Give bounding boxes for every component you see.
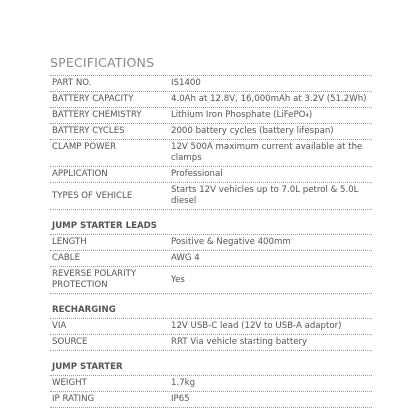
spec-table-main <box>50 75 372 210</box>
table-row <box>50 375 372 392</box>
spec-value: Starts 12V vehicles up to 7.0L petrol & 5.0L diesel <box>171 185 359 206</box>
spec-value: Lithium Iron Phosphate (LiFePO₄) <box>171 110 313 120</box>
spec-value: AWG 4 <box>171 253 200 263</box>
table-row <box>50 267 372 294</box>
spec-label: IP RATING <box>52 394 95 404</box>
spec-table-recharging <box>50 318 372 351</box>
table-row <box>50 335 372 351</box>
spec-label: REVERSE POLARITY PROTECTION <box>52 269 137 290</box>
spec-table-jump-leads <box>50 234 372 294</box>
spec-label: CABLE <box>52 253 80 263</box>
spec-label: VIA <box>52 321 67 331</box>
spec-value: 2000 battery cycles (battery lifespan) <box>171 126 334 136</box>
spec-value: 12V USB-C lead (12V to USB-A adaptor) <box>171 321 342 331</box>
table-row <box>50 167 372 183</box>
spec-label: PART NO. <box>52 78 92 88</box>
spec-label: BATTERY CAPACITY <box>52 94 134 104</box>
spec-label: APPLICATION <box>52 169 108 179</box>
spec-value: Positive & Negative 400mm <box>171 237 291 247</box>
table-row <box>50 75 372 92</box>
spec-value: 12V 500A maximum current available at the clamps <box>171 142 363 163</box>
spec-label: BATTERY CHEMISTRY <box>52 110 142 120</box>
spec-value: Professional <box>171 169 223 179</box>
table-row <box>50 183 372 210</box>
spec-label: SOURCE <box>52 337 88 347</box>
table-row <box>50 251 372 267</box>
spec-label: WEIGHT <box>52 378 87 388</box>
spec-value: 1.7kg <box>171 378 196 388</box>
page-title: SPECIFICATIONS <box>50 55 155 70</box>
spec-label: TYPES OF VEHICLE <box>52 190 133 201</box>
spec-label: CLAMP POWER <box>52 142 117 152</box>
spec-label: BATTERY CYCLES <box>52 126 125 136</box>
table-row <box>50 124 372 140</box>
spec-value: Yes <box>171 274 185 285</box>
spec-label: LENGTH <box>52 237 87 247</box>
table-row <box>50 140 372 167</box>
table-row <box>50 392 372 408</box>
spec-value: RRT Via vehicle starting battery <box>171 337 308 347</box>
spec-value: 4.0Ah at 12.8V, 16,000mAh at 3.2V (51.2Wh) <box>171 94 367 104</box>
table-row <box>50 234 372 251</box>
section-heading-jump-starter: JUMP STARTER <box>52 362 123 372</box>
spec-value: IP65 <box>171 394 190 404</box>
section-heading-recharging: RECHARGING <box>52 305 116 315</box>
table-row <box>50 108 372 124</box>
spec-value: IS1400 <box>171 78 201 88</box>
section-heading-jump-leads: JUMP STARTER LEADS <box>52 221 157 231</box>
spec-table-jump-starter <box>50 375 372 408</box>
table-row <box>50 92 372 108</box>
specifications-sheet <box>50 55 372 408</box>
table-row <box>50 318 372 335</box>
